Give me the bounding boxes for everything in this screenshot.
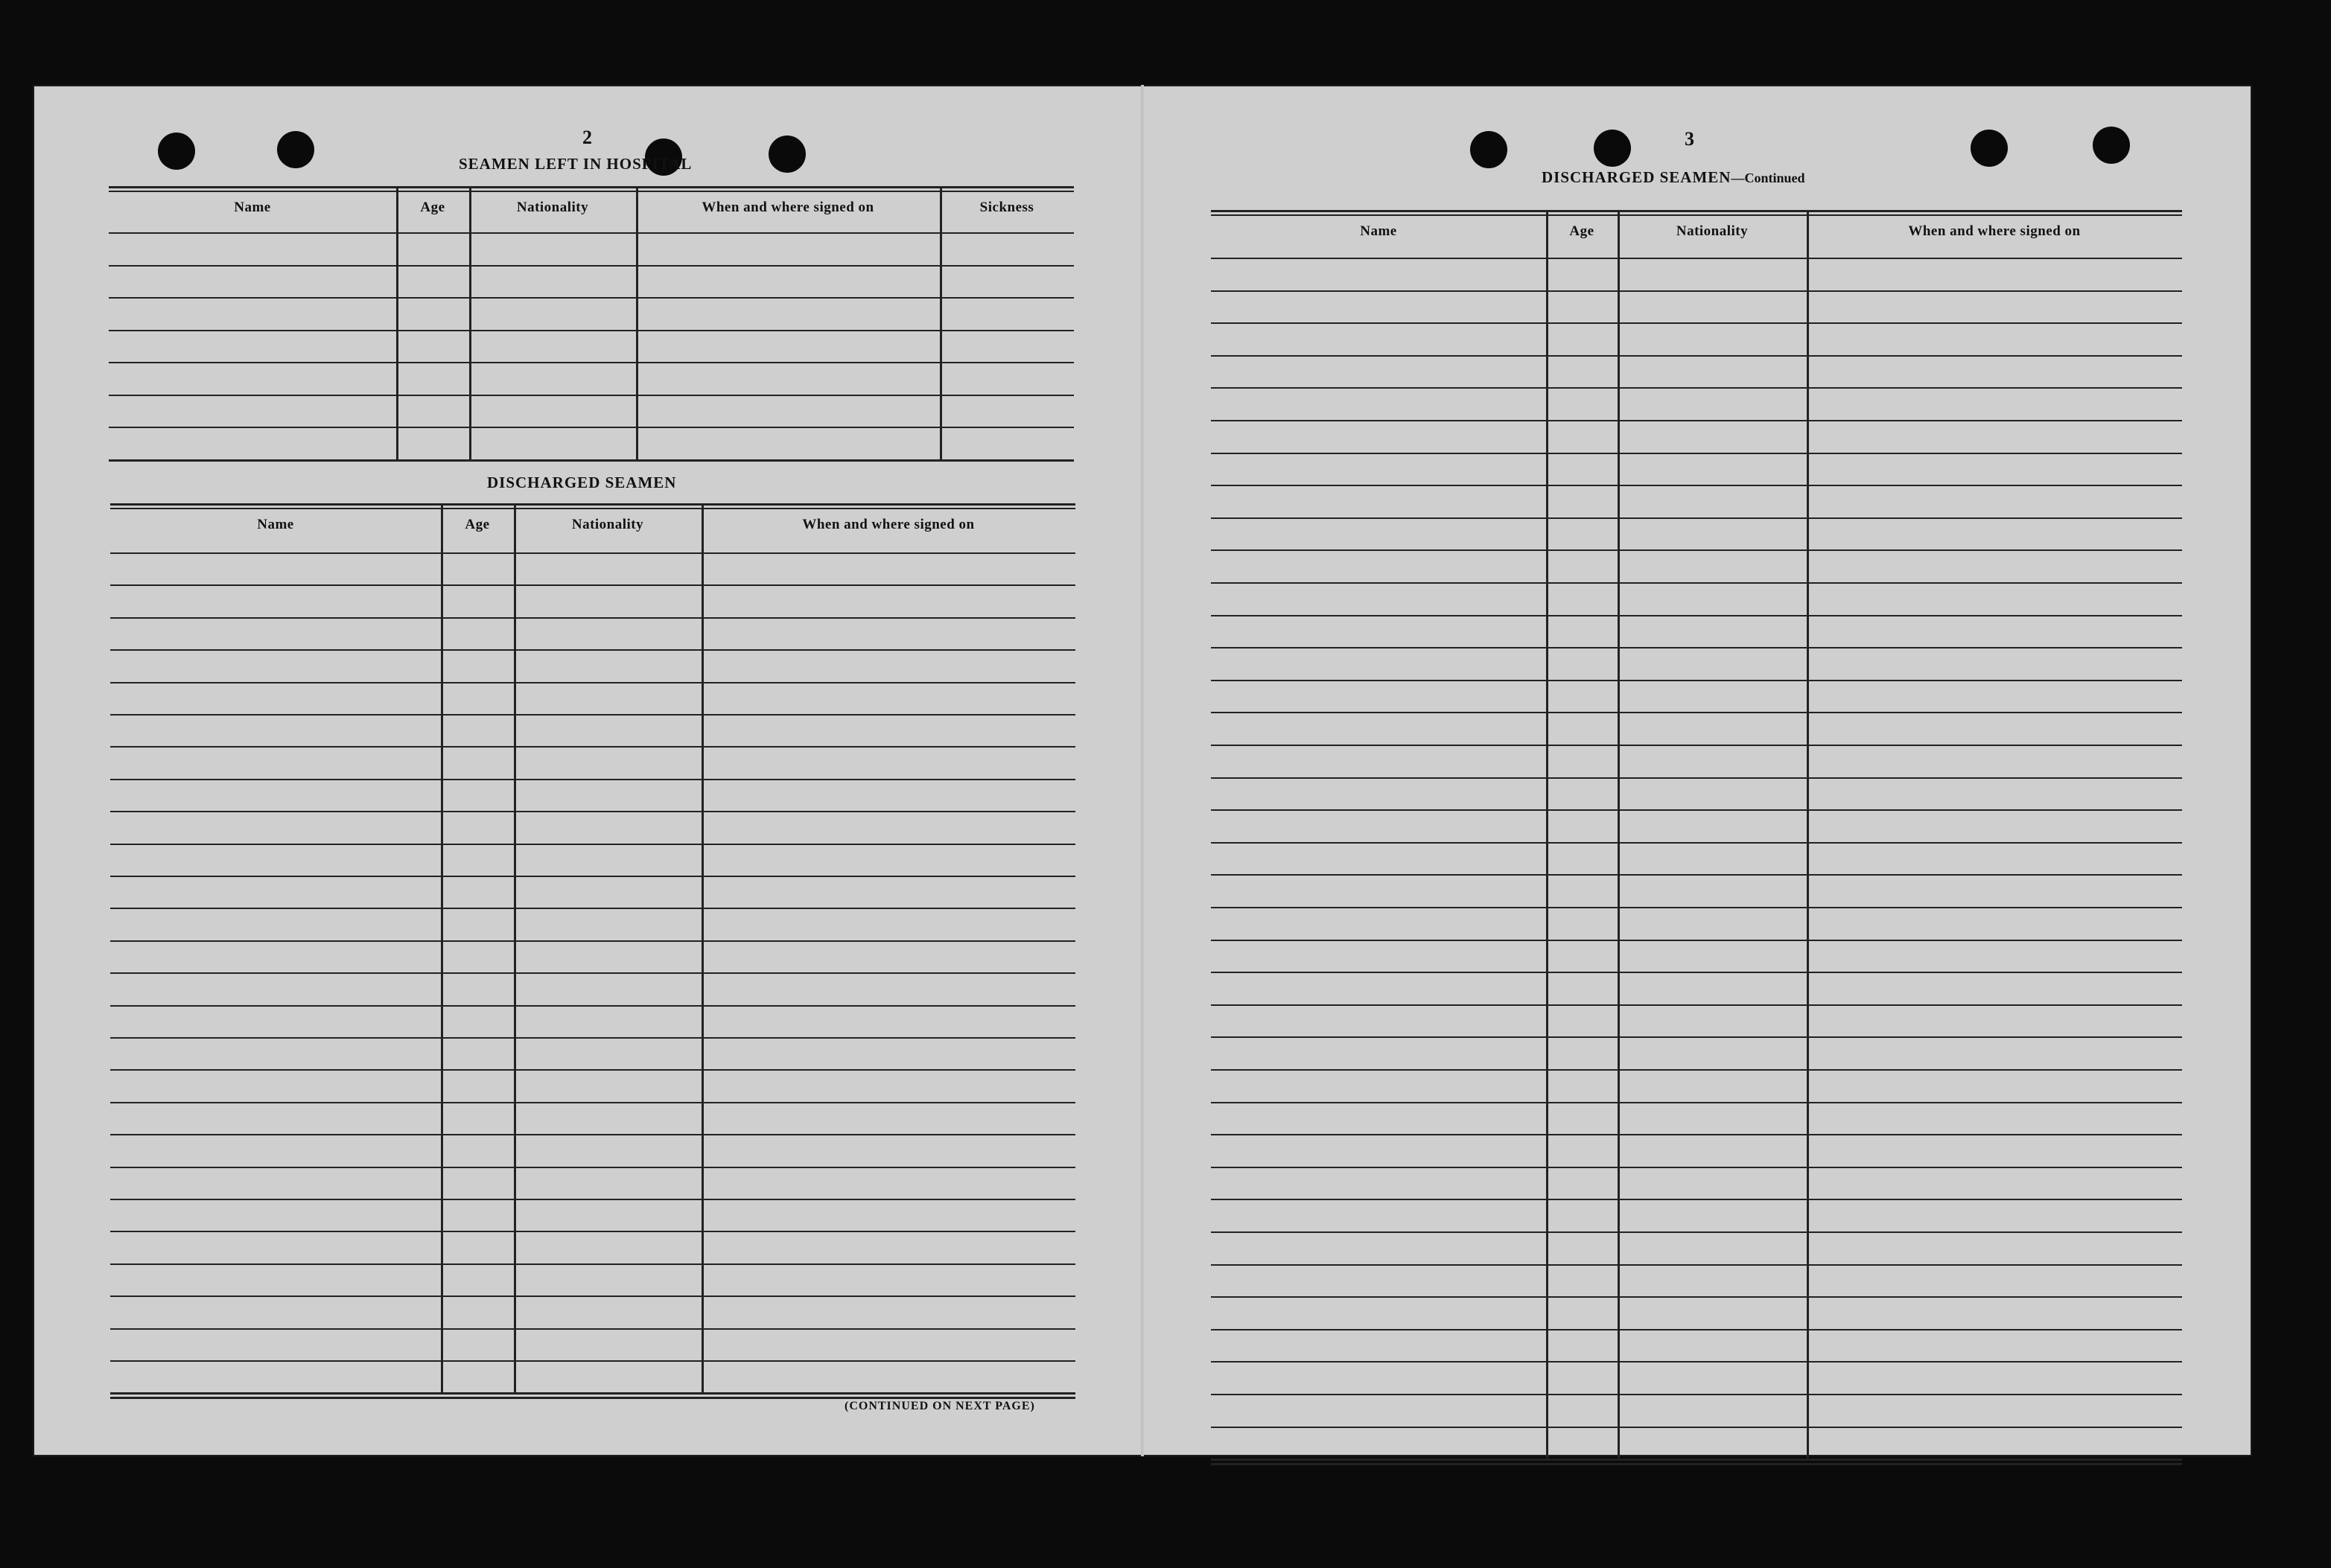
- column-header-when-and-where-signed-on: When and where signed on: [1908, 223, 2081, 239]
- column-header-name: Name: [1360, 223, 1397, 239]
- column-divider: [702, 503, 704, 1392]
- column-divider: [1618, 210, 1620, 1459]
- page-fold: [1141, 85, 1144, 1456]
- table-row: [1211, 549, 2182, 551]
- column-header-nationality: Nationality: [516, 200, 589, 215]
- table-top-rule: [1211, 214, 2182, 216]
- column-divider: [940, 186, 942, 459]
- column-header-nationality: Nationality: [1676, 223, 1749, 239]
- table-row: [1211, 1134, 2182, 1135]
- table-row: [110, 1134, 1075, 1135]
- table-row: [110, 1005, 1075, 1007]
- column-header-name: Name: [257, 517, 294, 532]
- table-row: [110, 649, 1075, 651]
- punch-hole: [1594, 130, 1631, 167]
- table-row: [110, 1102, 1075, 1103]
- table-row: [110, 746, 1075, 748]
- table-row: [1211, 745, 2182, 746]
- table-row: [110, 584, 1075, 586]
- column-divider: [441, 503, 443, 1392]
- table-bottom-rule: [110, 1397, 1075, 1399]
- table-row: [110, 1167, 1075, 1168]
- column-header-age: Age: [420, 200, 445, 215]
- discharged-section-title: DISCHARGED SEAMEN: [487, 474, 677, 491]
- table-row: [109, 427, 1074, 428]
- punch-hole: [277, 131, 314, 168]
- discharged-continued-title: [1542, 168, 1804, 187]
- column-header-when-and-where-signed-on: When and where signed on: [702, 200, 874, 215]
- table-row: [1211, 1459, 2182, 1461]
- table-row: [1211, 1102, 2182, 1103]
- table-row: [1211, 809, 2182, 811]
- table-row: [110, 1263, 1075, 1265]
- table-top-rule: [109, 186, 1074, 188]
- table-row: [1211, 582, 2182, 584]
- table-row: [109, 297, 1074, 299]
- table-row: [1211, 1199, 2182, 1200]
- table-top-rule: [1211, 210, 2182, 212]
- header-rule: [109, 232, 1074, 234]
- table-row: [1211, 1231, 2182, 1233]
- table-row: [1211, 777, 2182, 779]
- table-row: [1211, 1394, 2182, 1395]
- table-row: [110, 876, 1075, 877]
- table-row: [110, 617, 1075, 619]
- table-row: [1211, 387, 2182, 389]
- column-divider: [1807, 210, 1809, 1459]
- table-row: [110, 779, 1075, 780]
- table-row: [1211, 1329, 2182, 1330]
- table-row: [1211, 647, 2182, 648]
- column-header-age: Age: [465, 517, 490, 532]
- column-divider: [1546, 210, 1548, 1459]
- table-row: [1211, 1264, 2182, 1266]
- table-row: [1211, 907, 2182, 908]
- table-row: [110, 844, 1075, 845]
- table-top-rule: [109, 191, 1074, 192]
- table-row: [1211, 972, 2182, 973]
- header-rule: [110, 552, 1075, 554]
- table-row: [110, 940, 1075, 942]
- table-row: [1211, 355, 2182, 357]
- table-row: [109, 459, 1074, 462]
- column-header-name: Name: [234, 200, 271, 215]
- table-row: [1211, 712, 2182, 713]
- page-number-left: 2: [582, 127, 592, 148]
- table-row: [109, 395, 1074, 396]
- column-header-when-and-where-signed-on: When and where signed on: [802, 517, 975, 532]
- header-rule: [1211, 258, 2182, 259]
- table-row: [110, 1392, 1075, 1395]
- table-row: [110, 1328, 1075, 1330]
- continued-footer: (CONTINUED ON NEXT PAGE): [845, 1400, 1035, 1412]
- column-divider: [469, 186, 471, 459]
- table-row: [1211, 1296, 2182, 1298]
- discharged-continued-title-main: DISCHARGED SEAMEN: [1542, 168, 1731, 186]
- table-top-rule: [110, 503, 1075, 506]
- table-row: [1211, 453, 2182, 454]
- table-row: [1211, 940, 2182, 941]
- table-bottom-rule: [1211, 1463, 2182, 1465]
- table-row: [1211, 1427, 2182, 1428]
- table-row: [110, 1360, 1075, 1362]
- table-row: [1211, 517, 2182, 519]
- table-row: [110, 972, 1075, 974]
- table-row: [109, 362, 1074, 363]
- discharged-continued-title-suffix: —Continued: [1731, 170, 1805, 185]
- table-row: [1211, 290, 2182, 292]
- table-row: [1211, 1361, 2182, 1363]
- table-row: [110, 714, 1075, 716]
- punch-hole: [158, 133, 195, 170]
- page-number-right: 3: [1685, 128, 1694, 150]
- table-row: [110, 1037, 1075, 1039]
- punch-hole: [1971, 130, 2008, 167]
- punch-hole: [2093, 127, 2130, 164]
- table-row: [1211, 1167, 2182, 1168]
- column-divider: [514, 503, 516, 1392]
- table-top-rule: [110, 508, 1075, 509]
- table-row: [1211, 1069, 2182, 1071]
- table-row: [1211, 420, 2182, 421]
- table-row: [1211, 842, 2182, 844]
- table-row: [110, 682, 1075, 683]
- table-row: [1211, 874, 2182, 876]
- hospital-section-title: SEAMEN LEFT IN HOSPITAL: [459, 155, 693, 173]
- table-row: [110, 1199, 1075, 1200]
- table-row: [1211, 615, 2182, 616]
- column-header-sickness: Sickness: [979, 200, 1034, 215]
- table-row: [110, 1069, 1075, 1071]
- table-row: [1211, 485, 2182, 486]
- table-row: [1211, 322, 2182, 324]
- table-row: [110, 1295, 1075, 1297]
- column-divider: [396, 186, 398, 459]
- table-row: [1211, 1004, 2182, 1006]
- table-row: [110, 811, 1075, 812]
- punch-hole: [769, 136, 806, 173]
- column-header-age: Age: [1569, 223, 1594, 239]
- table-row: [1211, 1036, 2182, 1038]
- table-row: [1211, 680, 2182, 681]
- table-row: [109, 265, 1074, 267]
- punch-hole: [1470, 131, 1507, 168]
- table-row: [110, 908, 1075, 909]
- table-row: [110, 1231, 1075, 1232]
- table-row: [109, 330, 1074, 331]
- column-divider: [636, 186, 638, 459]
- column-header-nationality: Nationality: [571, 517, 644, 532]
